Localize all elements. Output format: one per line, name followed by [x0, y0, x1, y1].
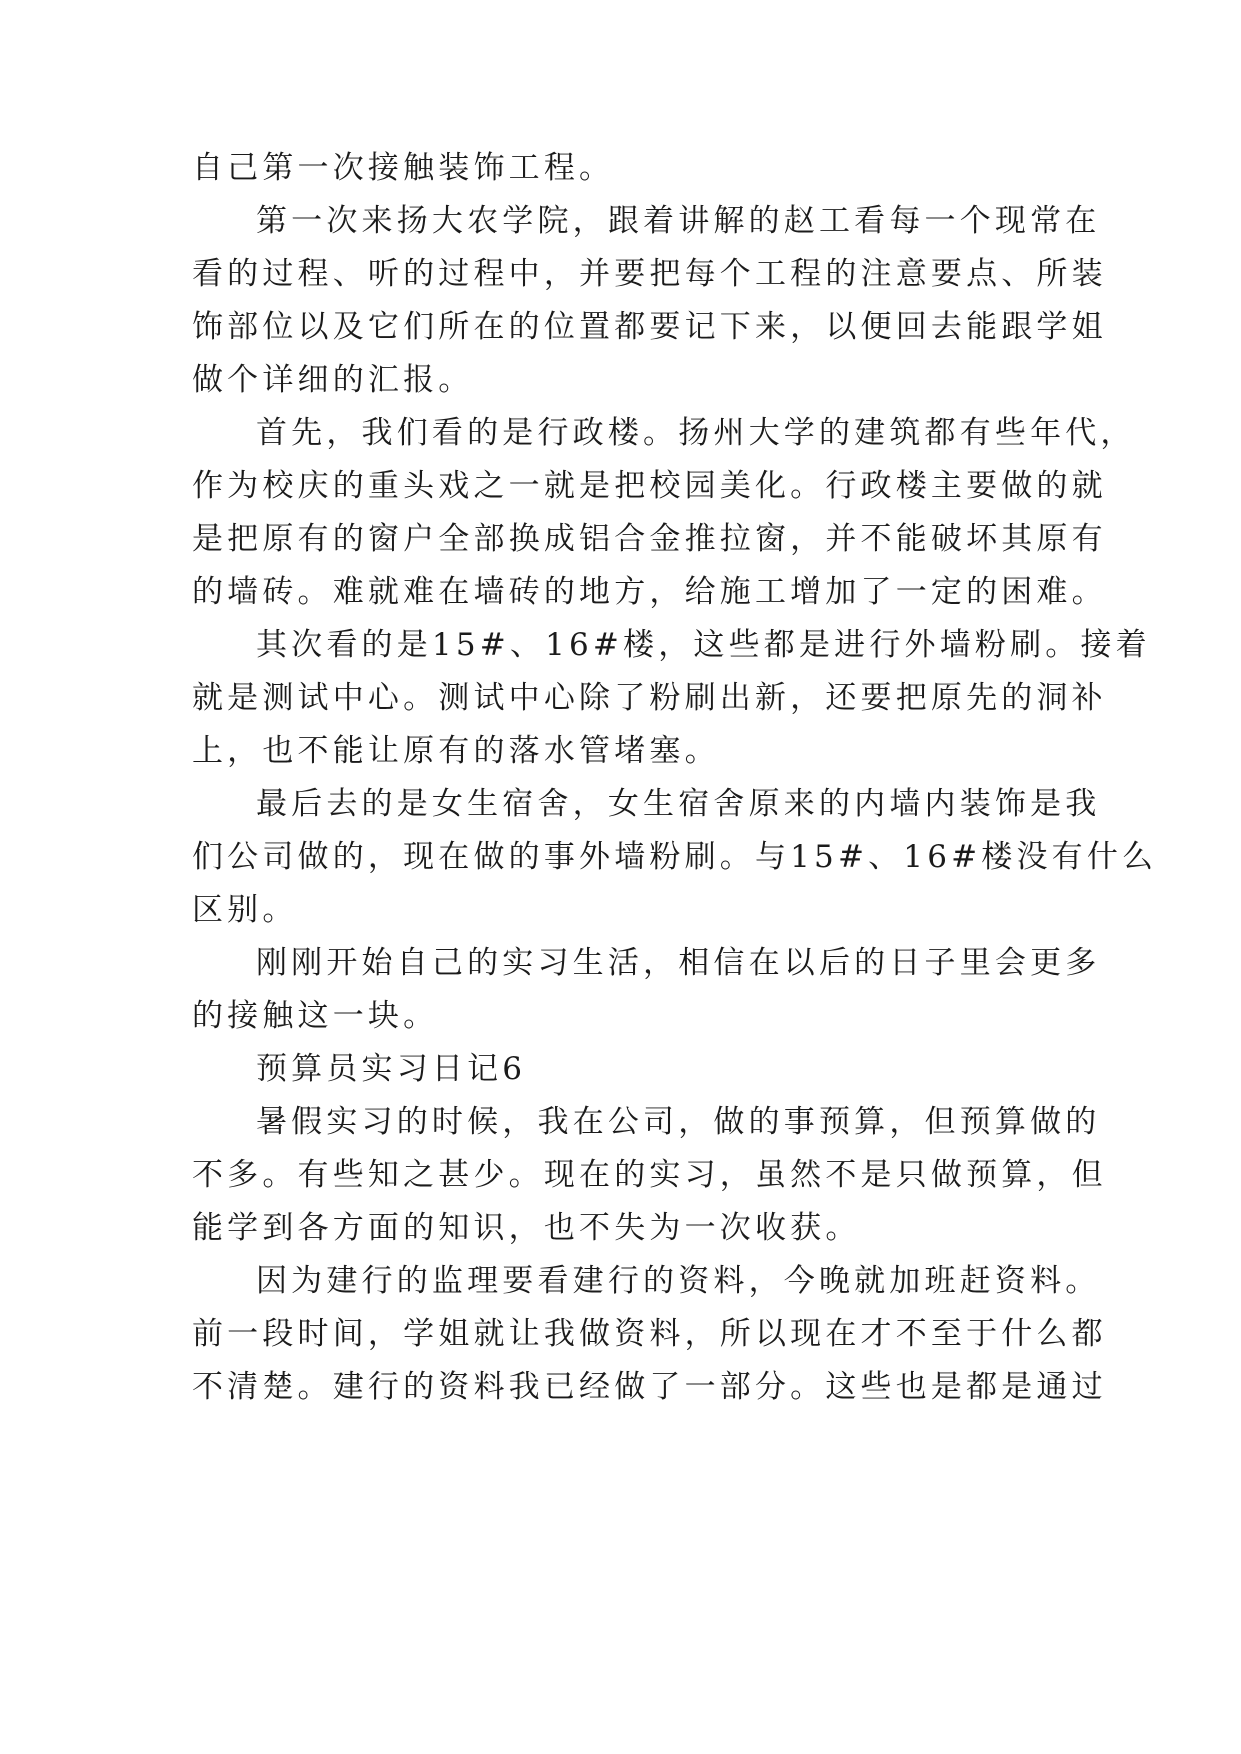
section-heading: 预算员实习日记6	[256, 1051, 527, 1087]
text-line: 做个详细的汇报。	[192, 362, 474, 398]
text-line: 的墙砖。难就难在墙砖的地方，给施工增加了一定的困难。	[192, 574, 1107, 610]
text-line: 上，也不能让原有的落水管堵塞。	[192, 733, 720, 769]
text-line: 的接触这一块。	[192, 998, 439, 1034]
text-line: 是把原有的窗户全部换成铝合金推拉窗，并不能破坏其原有	[192, 521, 1107, 557]
paragraph-first-line: 暑假实习的时候，我在公司，做的事预算，但预算做的	[256, 1104, 1101, 1140]
text-line: 能学到各方面的知识，也不失为一次收获。	[192, 1210, 861, 1246]
text-line: 作为校庆的重头戏之一就是把校园美化。行政楼主要做的就	[192, 468, 1107, 504]
paragraph-first-line: 第一次来扬大农学院，跟着讲解的赵工看每一个现常在	[256, 203, 1101, 239]
text-line: 看的过程、听的过程中，并要把每个工程的注意要点、所装	[192, 256, 1107, 292]
paragraph-first-line: 刚刚开始自己的实习生活，相信在以后的日子里会更多	[256, 945, 1101, 981]
text-line: 就是测试中心。测试中心除了粉刷出新，还要把原先的洞补	[192, 680, 1107, 716]
paragraph-first-line: 其次看的是15#、16#楼，这些都是进行外墙粉刷。接着	[256, 627, 1151, 663]
paragraph-first-line: 因为建行的监理要看建行的资料，今晚就加班赶资料。	[256, 1263, 1101, 1299]
text-line: 不多。有些知之甚少。现在的实习，虽然不是只做预算，但	[192, 1157, 1107, 1193]
paragraph-first-line: 最后去的是女生宿舍，女生宿舍原来的内墙内装饰是我	[256, 786, 1101, 822]
text-line: 饰部位以及它们所在的位置都要记下来，以便回去能跟学姐	[192, 309, 1107, 345]
text-line: 区别。	[192, 892, 298, 928]
text-line: 前一段时间，学姐就让我做资料，所以现在才不至于什么都	[192, 1316, 1107, 1352]
text-line: 们公司做的，现在做的事外墙粉刷。与15#、16#楼没有什么	[192, 839, 1158, 875]
paragraph-first-line: 首先，我们看的是行政楼。扬州大学的建筑都有些年代，	[256, 415, 1136, 451]
text-line: 不清楚。建行的资料我已经做了一部分。这些也是都是通过	[192, 1369, 1107, 1405]
text-line: 自己第一次接触装饰工程。	[192, 150, 615, 186]
